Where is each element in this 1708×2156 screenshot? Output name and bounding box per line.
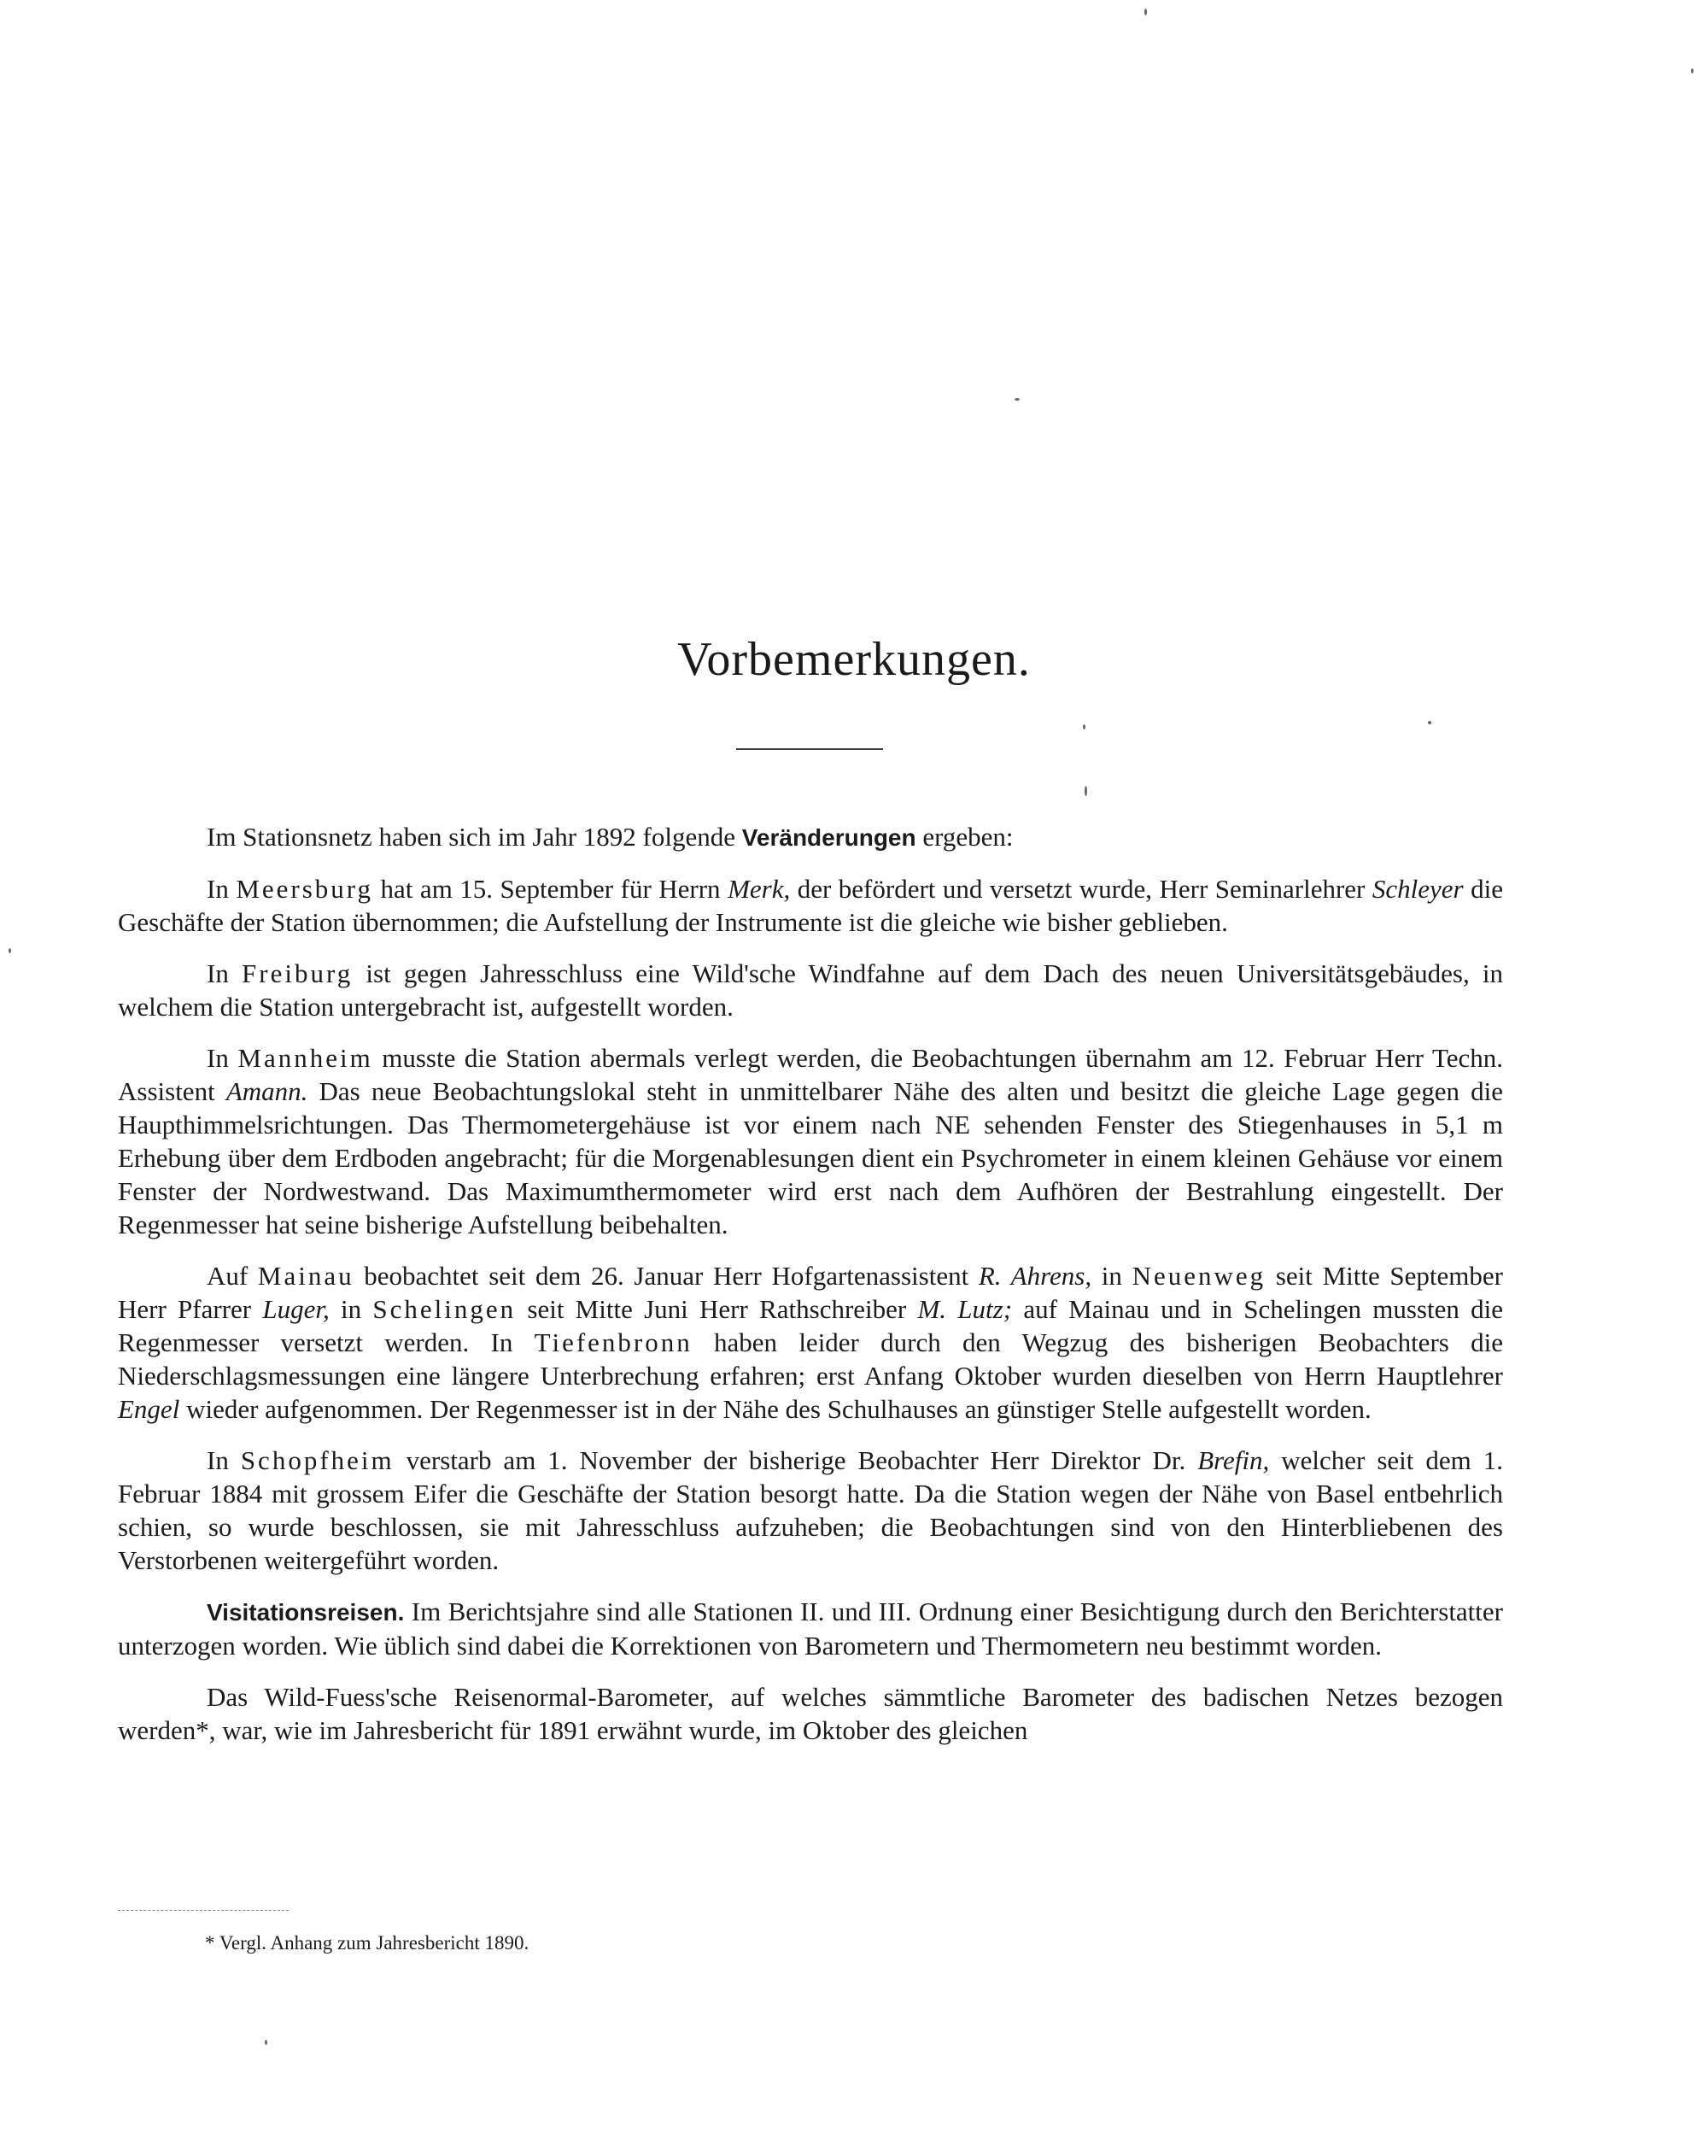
scan-speck <box>1085 786 1087 796</box>
text-run: Das neue Beobachtungslokal steht in unmittelbarer Nähe des alten und besitzt die gleiche Lage gegen die Haupthimmelsrichtungen. Das Thermometergehäuse ist vor einem nach NE sehenden Fenster des Stiegenhauses in 5,1 m Erhebung über dem Erdboden angebracht; für die Morgenablesungen dient ein Psychrometer in einem kleinen Gehäuse vor einem Fenster der Nordwestwand. Das Maximumthermometer wird erst nach dem Aufhören der Bestrahlung eingestellt. Der Regenmesser hat seine bisherige Aufstellung beibehalten. <box>118 1076 1503 1239</box>
text-run: in <box>329 1294 373 1324</box>
text-run: welcher seit dem 1. Februar 1884 mit grossem Eifer die Geschäfte der Station besorgt hatte. Da die Station wegen der Nähe von Basel entbehrlich schien, so wurde beschlossen, sie mit Jahresschluss aufzuheben; die Beobachtungen sind von den Hinterbliebenen des Verstorbenen weitergeführt worden. <box>118 1445 1503 1575</box>
page-title: Vorbemerkungen. <box>677 633 1031 686</box>
text-run: Auf <box>207 1261 258 1291</box>
place-name: Mannheim <box>237 1043 373 1073</box>
person-name: Engel <box>118 1394 180 1424</box>
text-run: der befördert und versetzt wurde, Herr Seminarlehrer <box>790 874 1372 904</box>
scan-speck <box>1691 68 1693 73</box>
scan-speck <box>1428 721 1431 724</box>
text-run: seit Mitte September Herr Pfarrer <box>118 1261 1503 1324</box>
scan-speck <box>1015 398 1020 401</box>
paragraph <box>118 820 1503 854</box>
paragraph <box>118 1680 1503 1747</box>
text-run: wieder aufgenommen. Der Regenmesser ist in der Nähe des Schulhauses an günstiger Stelle aufgestellt worden. <box>179 1394 1372 1424</box>
person-name: Luger, <box>262 1294 330 1324</box>
text-run: musste die Station abermals verlegt werden, die Beobachtungen übernahm am 12. Februar Herr Techn. Assistent <box>118 1043 1503 1106</box>
text-run: seit Mitte Juni Herr Rathschreiber <box>516 1294 918 1324</box>
scan-speck <box>9 948 11 953</box>
paragraph <box>118 872 1503 939</box>
place-name: Tiefenbronn <box>534 1327 693 1357</box>
paragraph <box>118 957 1503 1023</box>
person-name: R. Ahrens, <box>978 1261 1092 1291</box>
text-run: Das Wild-Fuess'sche Reisenormal-Barometer, auf welches sämmtliche Barometer des badischen Netzes bezogen werden*, war, wie im Jahresbericht für 1891 erwähnt wurde, im Oktober des gleichen <box>118 1682 1503 1745</box>
place-name: Schelingen <box>372 1294 517 1324</box>
body-text <box>118 820 1503 1765</box>
footnote: * Vergl. Anhang zum Jahresbericht 1890. <box>205 1932 529 1954</box>
person-name: M. Lutz; <box>917 1294 1013 1324</box>
scan-speck <box>1144 9 1147 15</box>
text-run: In <box>207 874 237 904</box>
person-name: Schleyer <box>1372 874 1464 904</box>
person-name: Merk, <box>728 874 791 904</box>
text-run: die Geschäfte der Station übernommen; die Aufstellung der Instrumente ist die gleiche wie bisher geblieben. <box>118 874 1503 937</box>
footnote-rule <box>118 1910 289 1911</box>
paragraph <box>118 1259 1503 1426</box>
scan-speck <box>265 2040 267 2045</box>
text-run: auf Mainau und in Schelingen mussten die Regenmesser versetzt werden. In <box>118 1294 1503 1357</box>
heading-term: Visitationsreisen. <box>207 1599 405 1626</box>
place-name: Neuenweg <box>1132 1261 1266 1291</box>
text-run: Im Stationsnetz haben sich im Jahr 1892 folgende <box>207 822 742 852</box>
paragraph <box>118 1595 1503 1662</box>
text-run: haben leider durch den Wegzug des bisherigen Beobachters die Niederschlagsmessungen eine längere Unterbrechung erfahren; erst Anfang Oktober wurden dieselben von Herrn Hauptlehrer <box>118 1327 1503 1391</box>
place-name: Meersburg <box>236 874 374 904</box>
text-run: In <box>207 1445 241 1475</box>
place-name: Freiburg <box>242 958 354 988</box>
text-run: ergeben: <box>915 822 1014 852</box>
heading-term: Veränderungen <box>741 824 916 851</box>
place-name: Schopfheim <box>240 1445 395 1475</box>
person-name: Brefin, <box>1197 1445 1270 1475</box>
text-run: beobachtet seit dem 26. Januar Herr Hofgartenassistent <box>354 1261 979 1291</box>
text-run: Im Berichtsjahre sind alle Stationen II. und III. Ordnung einer Besichtigung durch den Berichterstatter unterzogen worden. Wie üblich sind dabei die Korrektionen von Barometern und Thermometern neu bestimmt worden. <box>118 1596 1503 1661</box>
text-run: ist gegen Jahresschluss eine Wild'sche Windfahne auf dem Dach des neuen Universitätsgebäudes, in welchem die Station untergebracht ist, aufgestellt worden. <box>118 958 1504 1022</box>
text-run: in <box>1091 1261 1132 1291</box>
paragraph <box>118 1444 1503 1577</box>
text-run: verstarb am 1. November der bisherige Beobachter Herr Direktor Dr. <box>394 1445 1198 1475</box>
person-name: Amann. <box>225 1076 308 1106</box>
paragraph <box>118 1041 1503 1241</box>
title-rule <box>736 748 883 750</box>
place-name: Mainau <box>257 1261 354 1291</box>
scan-speck <box>1083 724 1085 729</box>
text-run: In <box>207 1043 238 1073</box>
text-run: In <box>207 958 243 988</box>
text-run: hat am 15. September für Herrn <box>373 874 728 904</box>
